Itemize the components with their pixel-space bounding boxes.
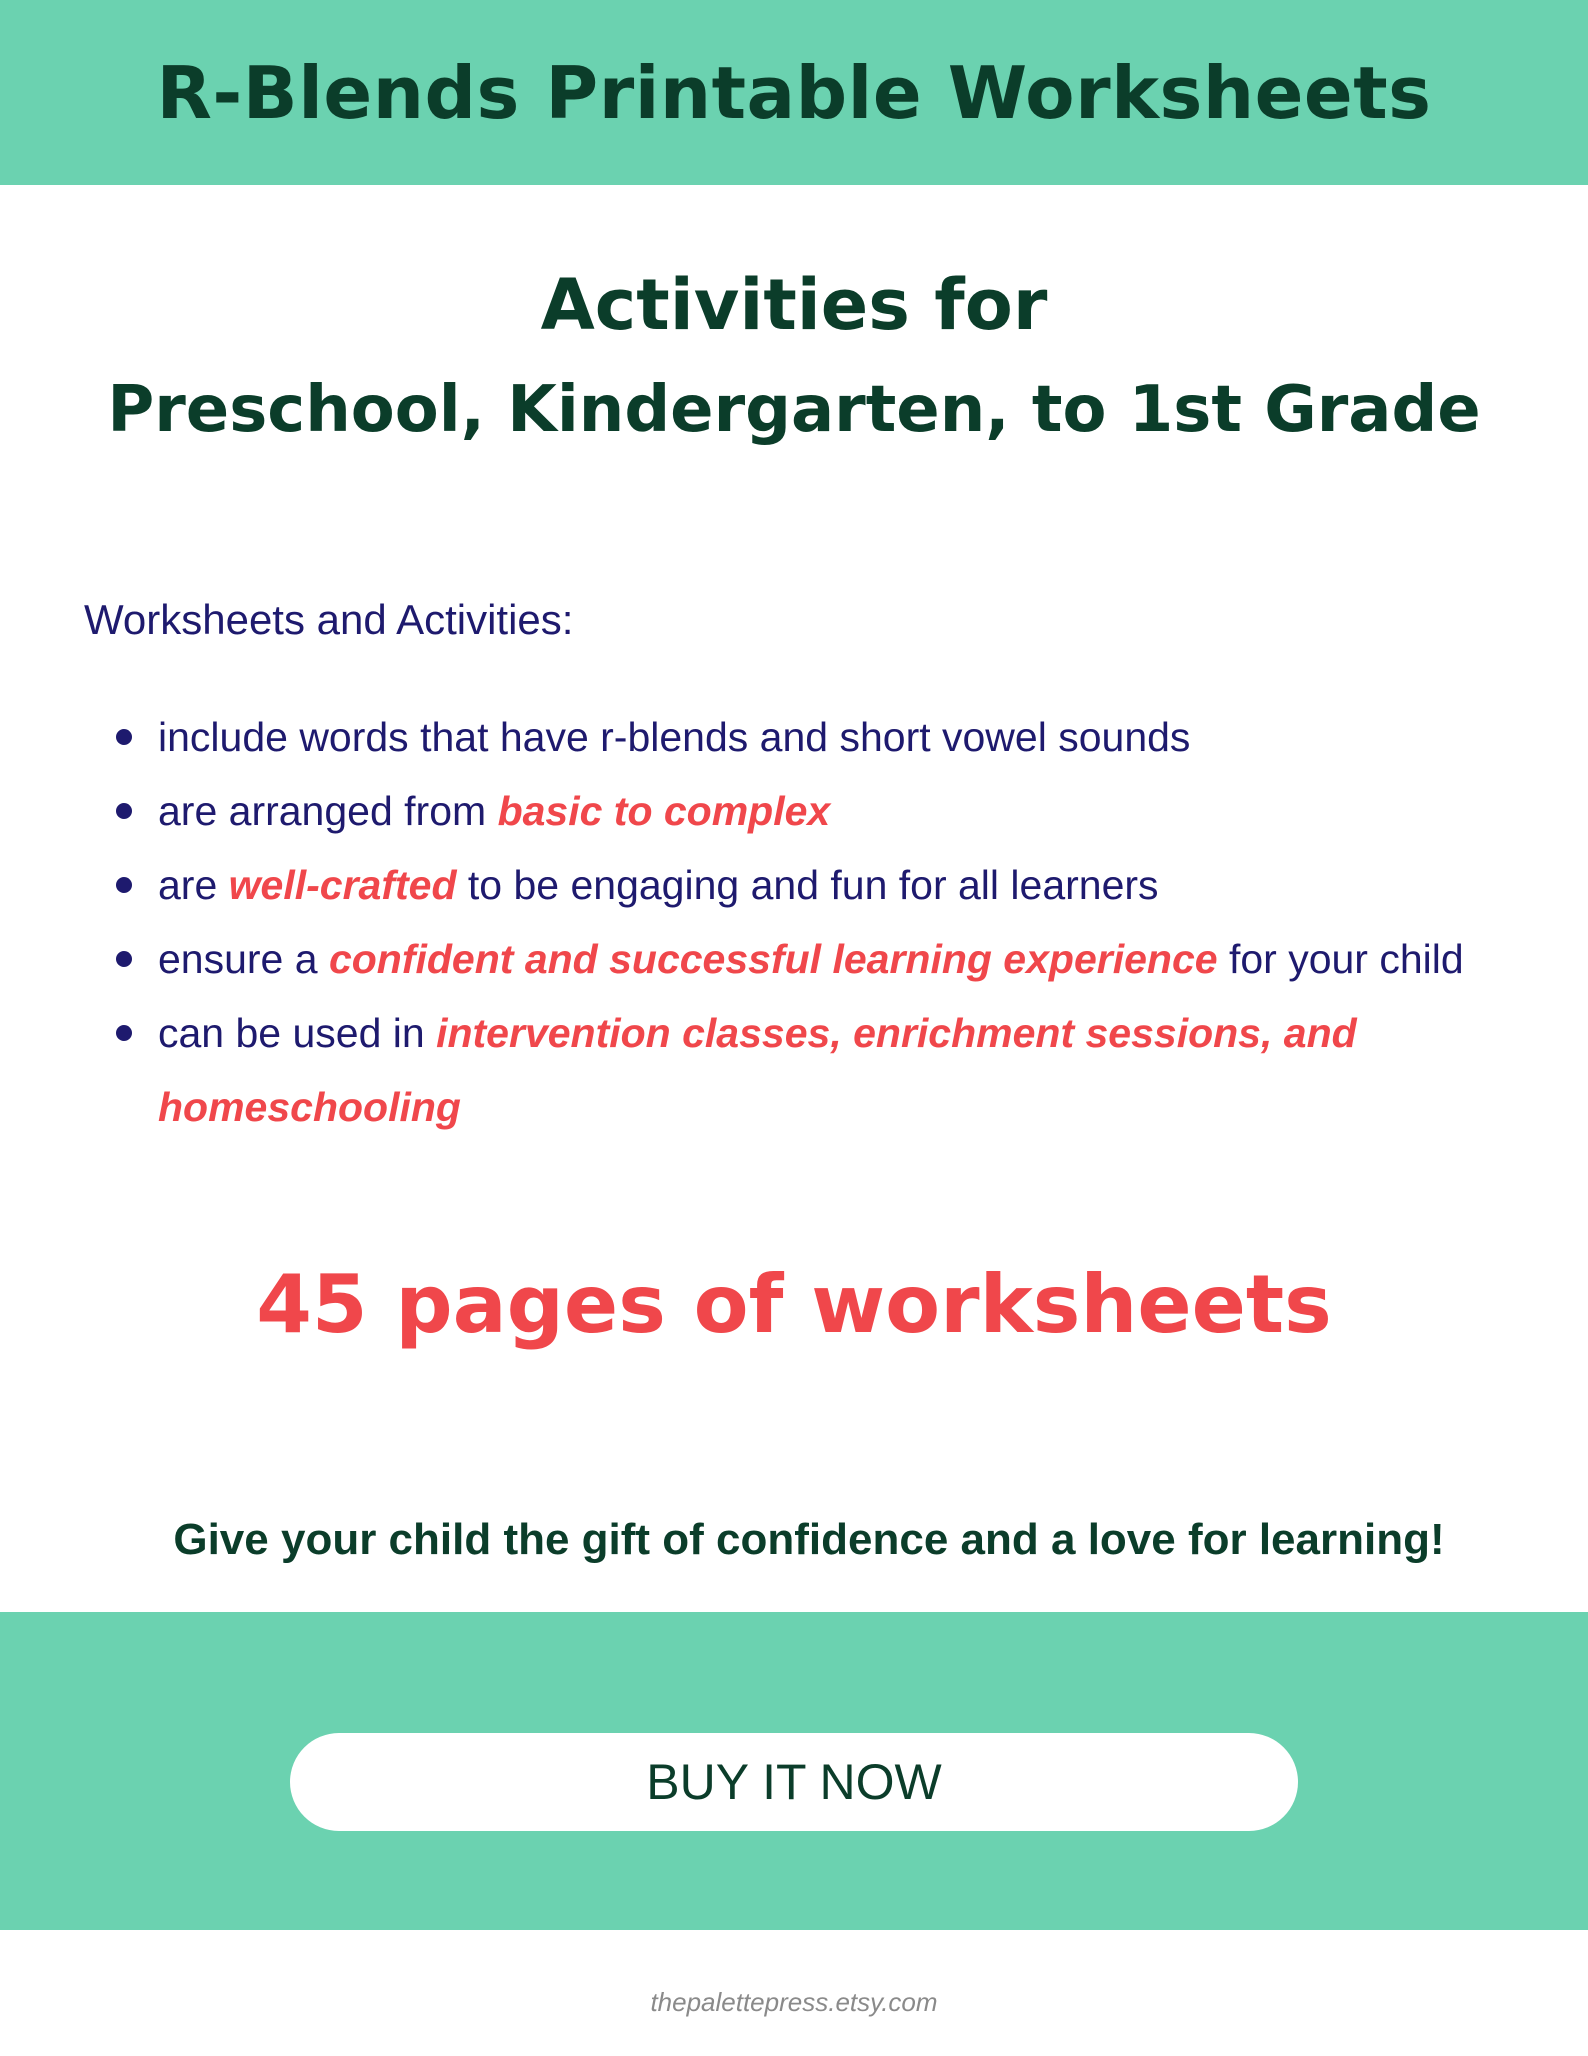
footer-shop-url: thepalettepress.etsy.com xyxy=(650,1987,938,2017)
pages-count-headline: 45 pages of worksheets xyxy=(256,1258,1332,1351)
tagline: Give your child the gift of confidence and a love for learning! xyxy=(173,1515,1445,1564)
feature-highlight: confident and successful learning experience xyxy=(328,936,1218,982)
feature-highlight: well-crafted xyxy=(228,862,457,908)
feature-text xyxy=(158,996,1558,1070)
bullet-dot-icon xyxy=(116,877,132,893)
feature-highlight: intervention classes, enrichment sessions, and xyxy=(436,1010,1357,1056)
feature-text xyxy=(158,922,1558,996)
subtitle-line-1: Activities for xyxy=(540,264,1048,346)
feature-text-plain: can be used in xyxy=(158,1010,437,1056)
bullet-dot-icon xyxy=(116,951,132,967)
subtitle-line-2: Preschool, Kindergarten, to 1st Grade xyxy=(107,373,1481,447)
page-title: R-Blends Printable Worksheets xyxy=(156,51,1432,135)
bullet-dot-icon xyxy=(116,729,132,745)
feature-text xyxy=(158,848,1558,922)
top-banner xyxy=(0,0,1588,185)
bullet-dot-icon xyxy=(116,1025,132,1041)
features-heading: Worksheets and Activities: xyxy=(84,596,574,643)
feature-text xyxy=(158,1070,1558,1144)
buy-it-now-button[interactable]: BUY IT NOW xyxy=(290,1733,1298,1831)
feature-text-plain: for your child xyxy=(1217,936,1464,982)
feature-text xyxy=(158,700,1558,774)
cta-panel xyxy=(0,1612,1588,1930)
feature-highlight: homeschooling xyxy=(158,1084,461,1130)
bullet-dot-icon xyxy=(116,803,132,819)
feature-text-plain: are arranged from xyxy=(158,788,498,834)
feature-text-plain: ensure a xyxy=(158,936,329,982)
feature-text-plain: include words that have r-blends and short vowel sounds xyxy=(158,714,1191,760)
feature-text-plain: to be engaging and fun for all learners xyxy=(456,862,1159,908)
feature-text xyxy=(158,774,1558,848)
feature-highlight: basic to complex xyxy=(497,788,831,834)
feature-text-plain: are xyxy=(158,862,229,908)
